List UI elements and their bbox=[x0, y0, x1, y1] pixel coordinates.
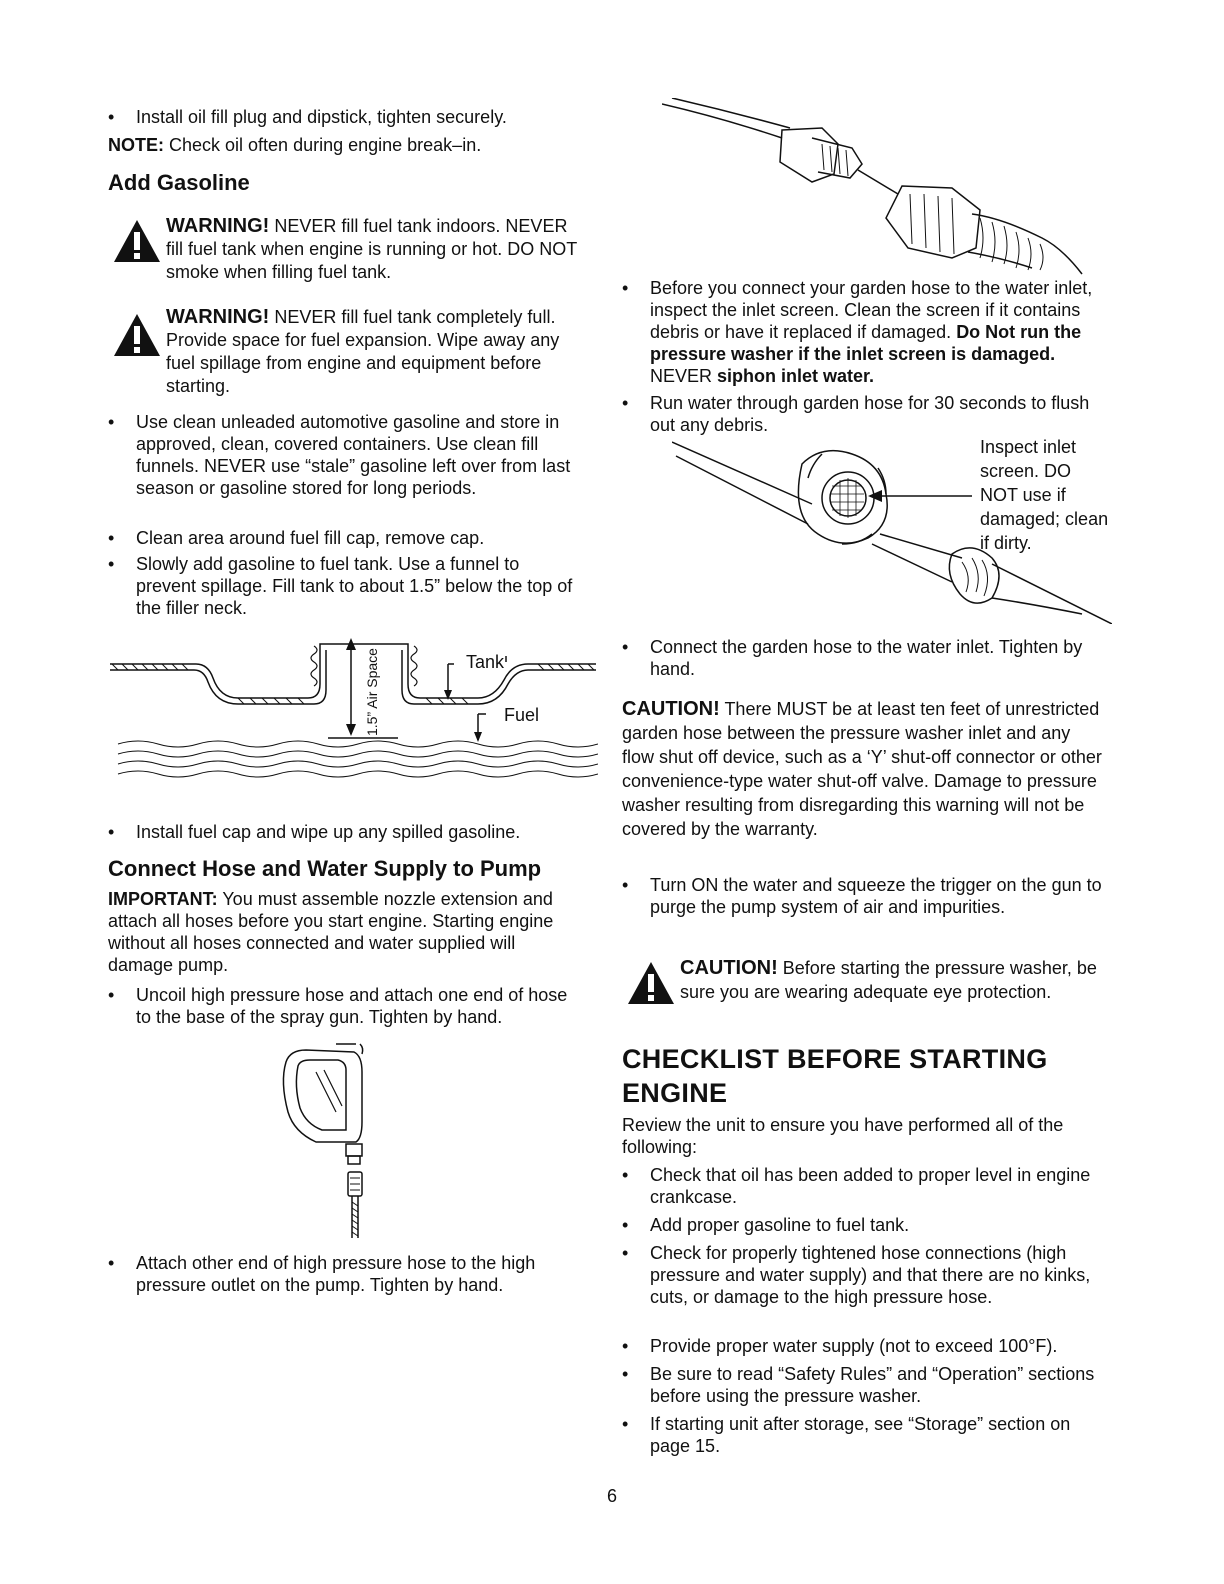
warning-label: WARNING! bbox=[166, 215, 270, 237]
warning-text: NEVER fill fuel tank indoors. NEVER fill fuel tank when engine is running or hot. DO NOT smoke when filling fuel tank. bbox=[166, 216, 577, 282]
bullet-dot: • bbox=[622, 637, 629, 657]
warning-tank-full bbox=[166, 306, 571, 398]
page-number: 6 bbox=[606, 1486, 617, 1506]
checklist-item-text: Check that oil has been added to proper level in engine crankcase. bbox=[650, 1165, 1091, 1207]
spray-gun-illustration bbox=[276, 1042, 386, 1242]
checklist-heading: CHECKLIST BEFORE STARTING ENGINE bbox=[622, 1044, 1048, 1108]
bullet-dot: • bbox=[622, 278, 629, 298]
air-space-label: 1.5” Air Space bbox=[364, 648, 380, 736]
caution-label: CAUTION! bbox=[622, 698, 720, 720]
caution-eye-protection bbox=[680, 956, 1100, 1004]
important-label: IMPORTANT: bbox=[108, 889, 218, 909]
bullet-text: Install oil fill plug and dipstick, tighten securely. bbox=[136, 107, 507, 127]
bullet-dot: • bbox=[108, 985, 115, 1005]
warning-triangle-icon bbox=[626, 960, 676, 1006]
bullet-text bbox=[650, 277, 1112, 387]
bullet-dot: • bbox=[622, 1243, 629, 1263]
caution-text: There MUST be at least ten feet of unrestricted garden hose between the pressure washer inlet and any flow shut off device, such as a ‘Y’ shut-off connector or other convenience-type water shut-off valve. Damage to pressure washer resulting from disregarding this warning will not be covered by the warranty. bbox=[622, 699, 1102, 839]
garden-hose-fitting-illustration bbox=[662, 98, 1102, 278]
bullet-text: Slowly add gasoline to fuel tank. Use a funnel to prevent spillage. Fill tank to about 1.5” below the top of the filler neck. bbox=[136, 554, 573, 618]
bullet-dot: • bbox=[622, 1336, 629, 1356]
inlet-text-never: NEVER bbox=[650, 366, 718, 386]
inlet-text: Before you connect your garden hose to the water inlet, inspect the inlet screen. Clean the screen if it contains debris or have it replaced if damaged. bbox=[650, 278, 1093, 342]
tank-label: Tank bbox=[466, 652, 505, 672]
checklist-item-text: Be sure to read “Safety Rules” and “Operation” sections before using the pressure washer. bbox=[650, 1364, 1095, 1406]
warning-fuel-indoors bbox=[166, 215, 586, 284]
bullet-dot: • bbox=[108, 822, 115, 842]
warning-triangle-icon bbox=[112, 312, 162, 358]
fuel-label: Fuel bbox=[504, 705, 540, 725]
bullet-dot: • bbox=[622, 1215, 629, 1235]
caution-text: Before starting the pressure washer, be sure you are wearing adequate eye protection. bbox=[680, 958, 1097, 1002]
bullet-dot: • bbox=[108, 1253, 115, 1273]
note-label: NOTE: bbox=[108, 135, 164, 155]
warning-triangle-icon bbox=[112, 218, 162, 264]
bullet-text: Uncoil high pressure hose and attach one end of hose to the base of the spray gun. Tighten by hand. bbox=[136, 985, 568, 1027]
bullet-dot: • bbox=[108, 107, 115, 127]
bullet-dot: • bbox=[622, 875, 629, 895]
checklist-intro: Review the unit to ensure you have performed all of the following: bbox=[622, 1115, 1064, 1157]
bullet-text: Install fuel cap and wipe up any spilled gasoline. bbox=[136, 822, 521, 842]
caution-label: CAUTION! bbox=[680, 957, 778, 979]
bullet-dot: • bbox=[108, 528, 115, 548]
important-paragraph bbox=[108, 888, 583, 976]
inlet-bold-siphon: siphon inlet water. bbox=[717, 366, 875, 386]
inlet-bold-warning: Do Not run the pressure washer if the inlet screen is damaged. bbox=[650, 322, 1082, 364]
checklist-item-text: Add proper gasoline to fuel tank. bbox=[650, 1215, 910, 1235]
bullet-text: Use clean unleaded automotive gasoline and store in approved, clean, covered containers. Use clean fill funnels. NEVER use “stale” gasoline left over from last season or gasoline stored for long periods. bbox=[136, 412, 571, 498]
note-text: Check oil often during engine break–in. bbox=[164, 135, 482, 155]
inlet-screen-label: Inspect inlet screen. DO NOT use if damaged; clean if dirty. bbox=[980, 437, 1109, 553]
important-text: You must assemble nozzle extension and attach all hoses before you start engine. Starting engine without all hoses connected and water supplied will damage pump. bbox=[108, 889, 554, 975]
warning-text: NEVER fill fuel tank completely full. Provide space for fuel expansion. Wipe away any fuel spillage from engine and equipment before starting. bbox=[166, 307, 560, 396]
bullet-dot: • bbox=[108, 554, 115, 574]
bullet-dot: • bbox=[622, 393, 629, 413]
bullet-text: Clean area around fuel fill cap, remove cap. bbox=[136, 528, 485, 548]
bullet-dot: • bbox=[108, 412, 115, 432]
bullet-dot: • bbox=[622, 1165, 629, 1185]
warning-label: WARNING! bbox=[166, 306, 270, 328]
note-paragraph bbox=[108, 134, 578, 156]
caution-hose-length bbox=[622, 697, 1102, 841]
bullet-dot: • bbox=[622, 1414, 629, 1434]
checklist-item-text: Check for properly tightened hose connections (high pressure and water supply) and that there are no kinks, cuts, or damage to the high pressure hose. bbox=[650, 1243, 1091, 1307]
connect-hose-heading: Connect Hose and Water Supply to Pump bbox=[108, 856, 542, 881]
checklist-item-text: Provide proper water supply (not to exceed 100°F). bbox=[650, 1336, 1058, 1356]
bullet-text: Turn ON the water and squeeze the trigger on the gun to purge the pump system of air and impurities. bbox=[650, 875, 1102, 917]
bullet-text: Connect the garden hose to the water inlet. Tighten by hand. bbox=[650, 637, 1083, 679]
bullet-text: Run water through garden hose for 30 seconds to flush out any debris. bbox=[650, 393, 1090, 435]
bullet-dot: • bbox=[622, 1364, 629, 1384]
checklist-item-text: If starting unit after storage, see “Storage” section on page 15. bbox=[650, 1414, 1071, 1456]
bullet-text: Attach other end of high pressure hose to the high pressure outlet on the pump. Tighten by hand. bbox=[136, 1253, 536, 1295]
add-gasoline-heading: Add Gasoline bbox=[108, 170, 250, 195]
